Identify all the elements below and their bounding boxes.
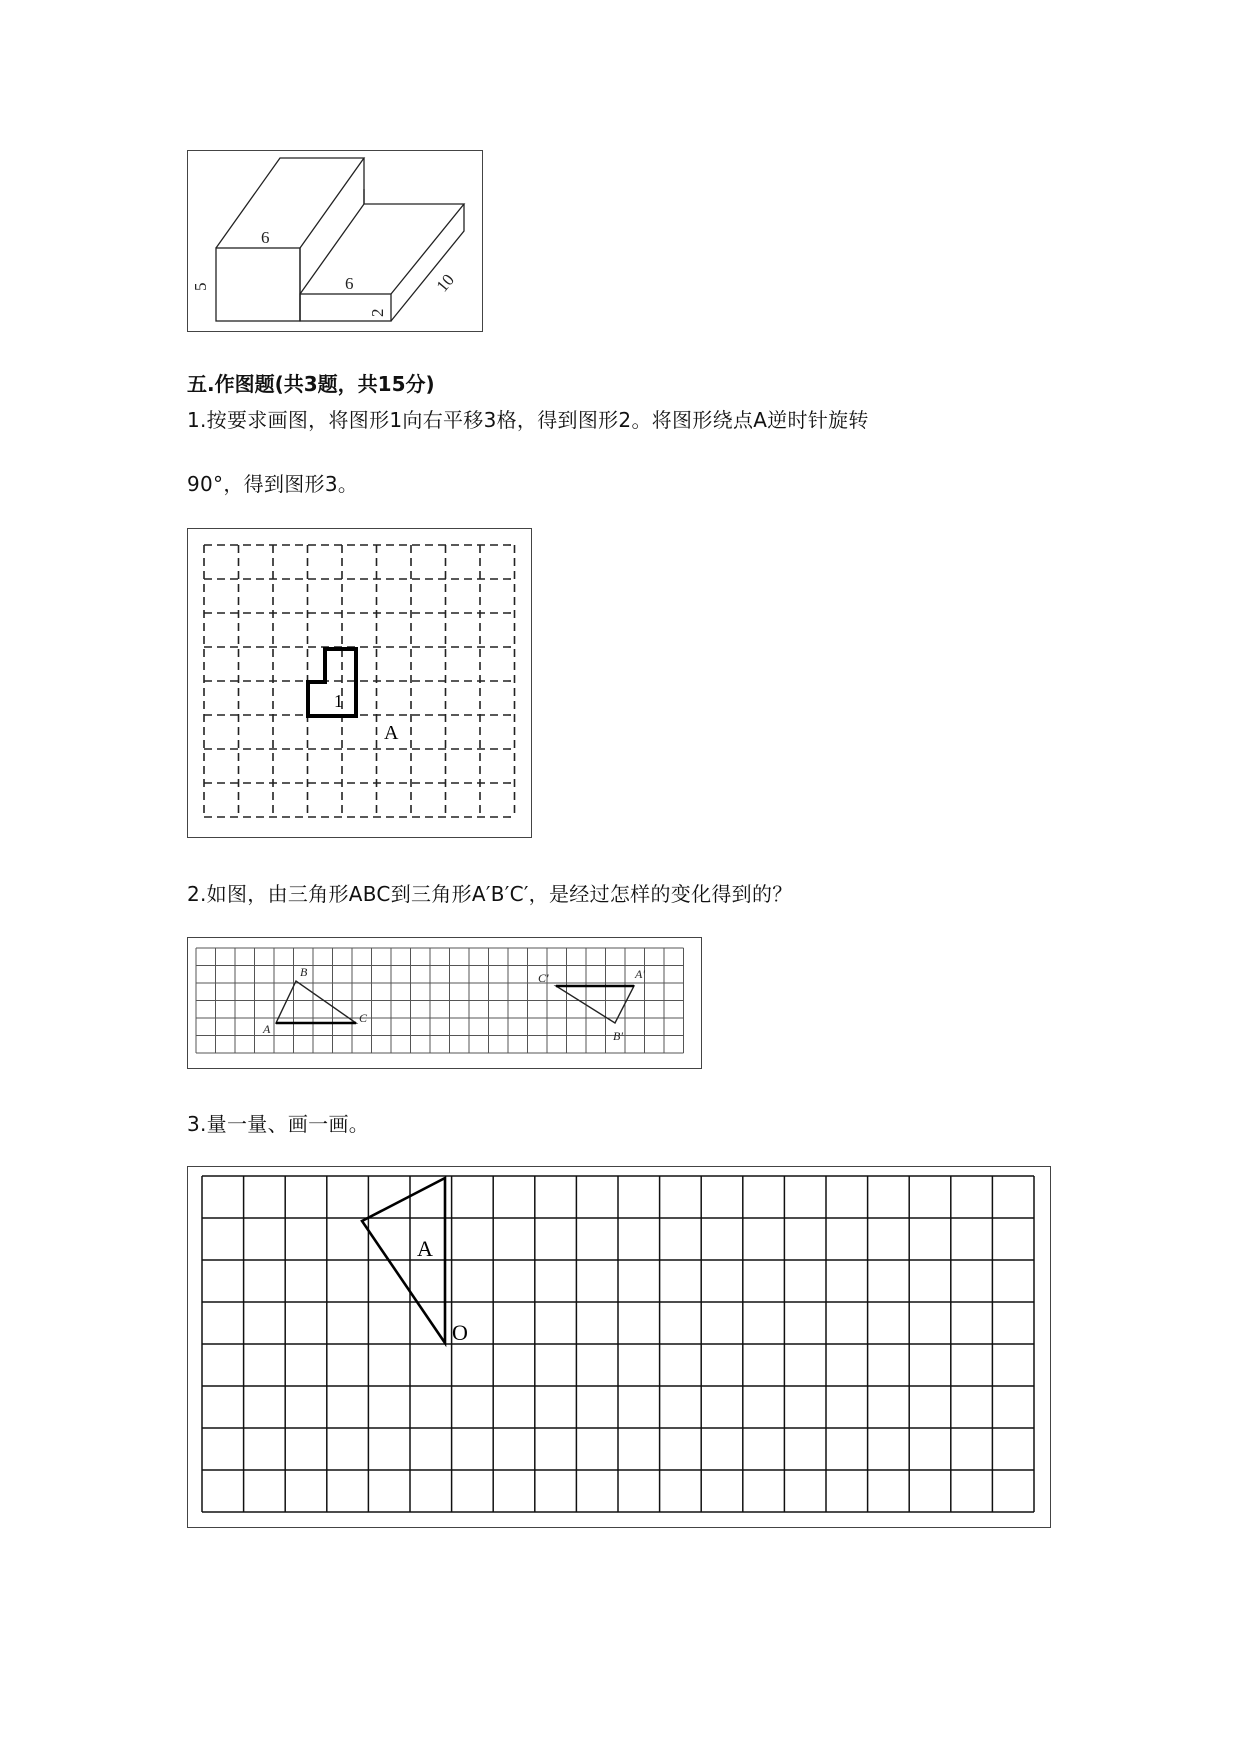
dashed-grid (188, 529, 533, 839)
question-3-grid-figure (187, 1166, 1051, 1528)
question-1-line-1: 1.按要求画图，将图形1向右平移3格，得到图形2。将图形绕点A逆时针旋转 (187, 408, 869, 432)
question-3-text: 3.量一量、画一画。 (187, 1112, 370, 1136)
label-b: B (300, 965, 308, 979)
question-2-grid-figure (187, 937, 702, 1069)
box-label-depth: 10 (432, 270, 458, 296)
section-heading: 五.作图题(共3题，共15分) (187, 372, 435, 396)
box-label-step: 6 (345, 274, 354, 293)
label-a-prime: A' (635, 967, 645, 981)
label-a: A (263, 1022, 271, 1036)
stepped-box-drawing (188, 151, 484, 333)
question-1-grid-figure (187, 528, 532, 838)
label-c-prime: C' (538, 971, 549, 985)
triangle-a-prime-b-prime-c-prime (556, 986, 634, 1023)
point-a-label: A (384, 722, 399, 744)
triangle-grid (188, 938, 703, 1070)
label-c: C (359, 1011, 368, 1025)
box-label-height: 5 (191, 282, 210, 291)
label-b-prime: B' (613, 1029, 623, 1043)
point-o-label: O (452, 1320, 468, 1345)
box-label-step-height: 2 (368, 308, 387, 317)
triangle-abc (276, 981, 356, 1023)
box-label-top: 6 (261, 228, 270, 247)
question-2-text: 2.如图，由三角形ABC到三角形A′B′C′，是经过怎样的变化得到的？ (187, 882, 793, 906)
figure-1-label: 1 (334, 691, 343, 711)
figure-1-outline (308, 649, 356, 716)
measure-grid (188, 1167, 1052, 1529)
question-1-line-2: 90°，得到图形3。 (187, 472, 359, 496)
triangle-label-a: A (417, 1236, 433, 1261)
stepped-box-figure (187, 150, 483, 332)
